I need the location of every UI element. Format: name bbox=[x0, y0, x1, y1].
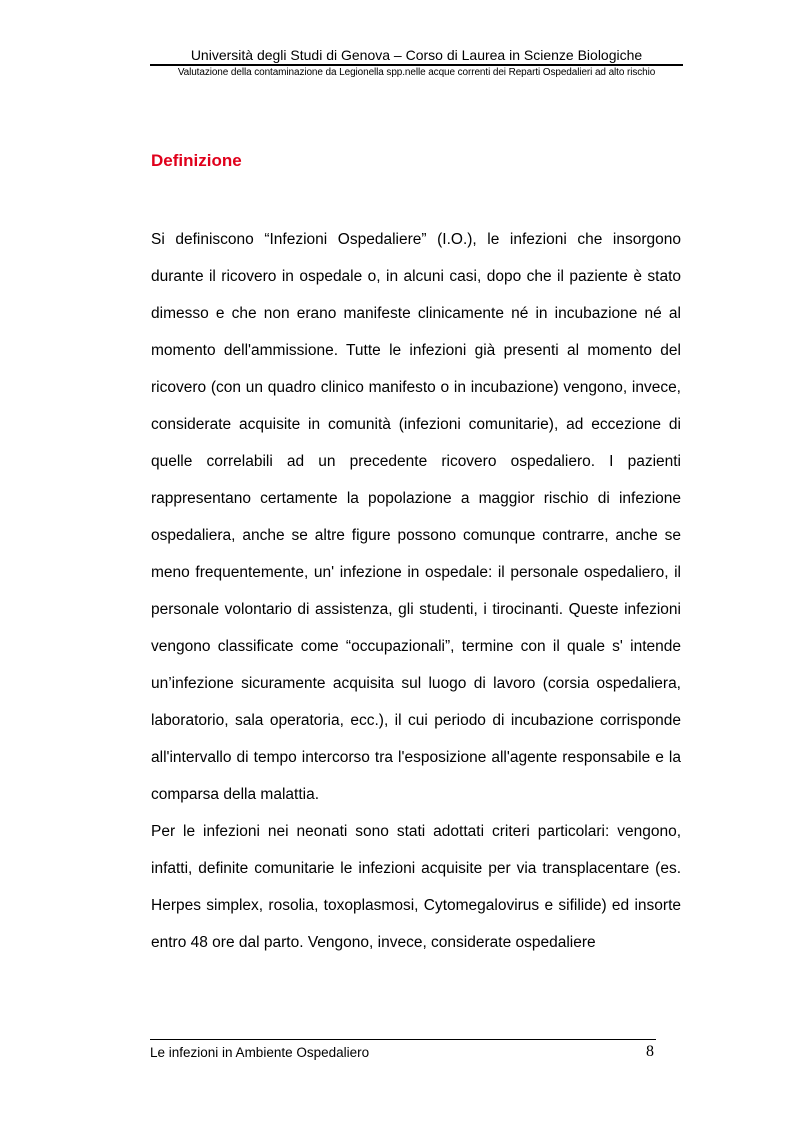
page-number: 8 bbox=[646, 1043, 654, 1060]
body-text bbox=[151, 221, 681, 961]
footer-title: Le infezioni in Ambiente Ospedaliero bbox=[150, 1045, 370, 1060]
section-heading: Definizione bbox=[151, 151, 242, 170]
header-title: Università degli Studi di Genova – Corso di Laurea in Scienze Biologiche bbox=[190, 47, 643, 63]
footer-divider bbox=[150, 1039, 656, 1040]
paragraph-1: Si definiscono “Infezioni Ospedaliere” (I.O.), le infezioni che insorgono durante il ricovero in ospedale o, in alcuni casi, dopo che il paziente è stato dimesso e che non erano manifeste clinicamente né in incubazione né al momento dell'ammissione. Tutte le infezioni già presenti al momento del ricovero (con un quadro clinico manifesto o in incubazione) vengono, invece, considerate acquisite in comunità (infezioni comunitarie), ad eccezione di quelle correlabili ad un precedente ricovero ospedaliero. I pazienti rappresentano certamente la popolazione a maggior rischio di infezione ospedaliera, anche se altre figure possono comunque contrarre, anche se meno frequentemente, un' infezione in ospedale: il personale ospedaliero, il personale volontario di assistenza, gli studenti, i tirocinanti. Queste infezioni vengono classificate come “occupazionali”, termine con il quale s' intende un’infezione sicuramente acquisita sul luogo di lavoro (corsia ospedaliera, laboratorio, sala operatoria, ecc.), il cui periodo di incubazione corrisponde all'intervallo di tempo intercorso tra l'esposizione all'agente responsabile e la comparsa della malattia. bbox=[151, 231, 681, 803]
paragraph-2: Per le infezioni nei neonati sono stati adottati criteri particolari: vengono, infatti, definite comunitarie le infezioni acquisite per via transplacentare (es. Herpes simplex, rosolia, toxoplasmosi, Cytomegalovirus e sifilide) ed insorte entro 48 ore dal parto. Vengono, invece, considerate ospedaliere bbox=[151, 823, 681, 951]
header-subtitle: Valutazione della contaminazione da Legionella spp.nelle acque correnti dei Reparti Ospedalieri ad alto rischio bbox=[177, 67, 656, 78]
